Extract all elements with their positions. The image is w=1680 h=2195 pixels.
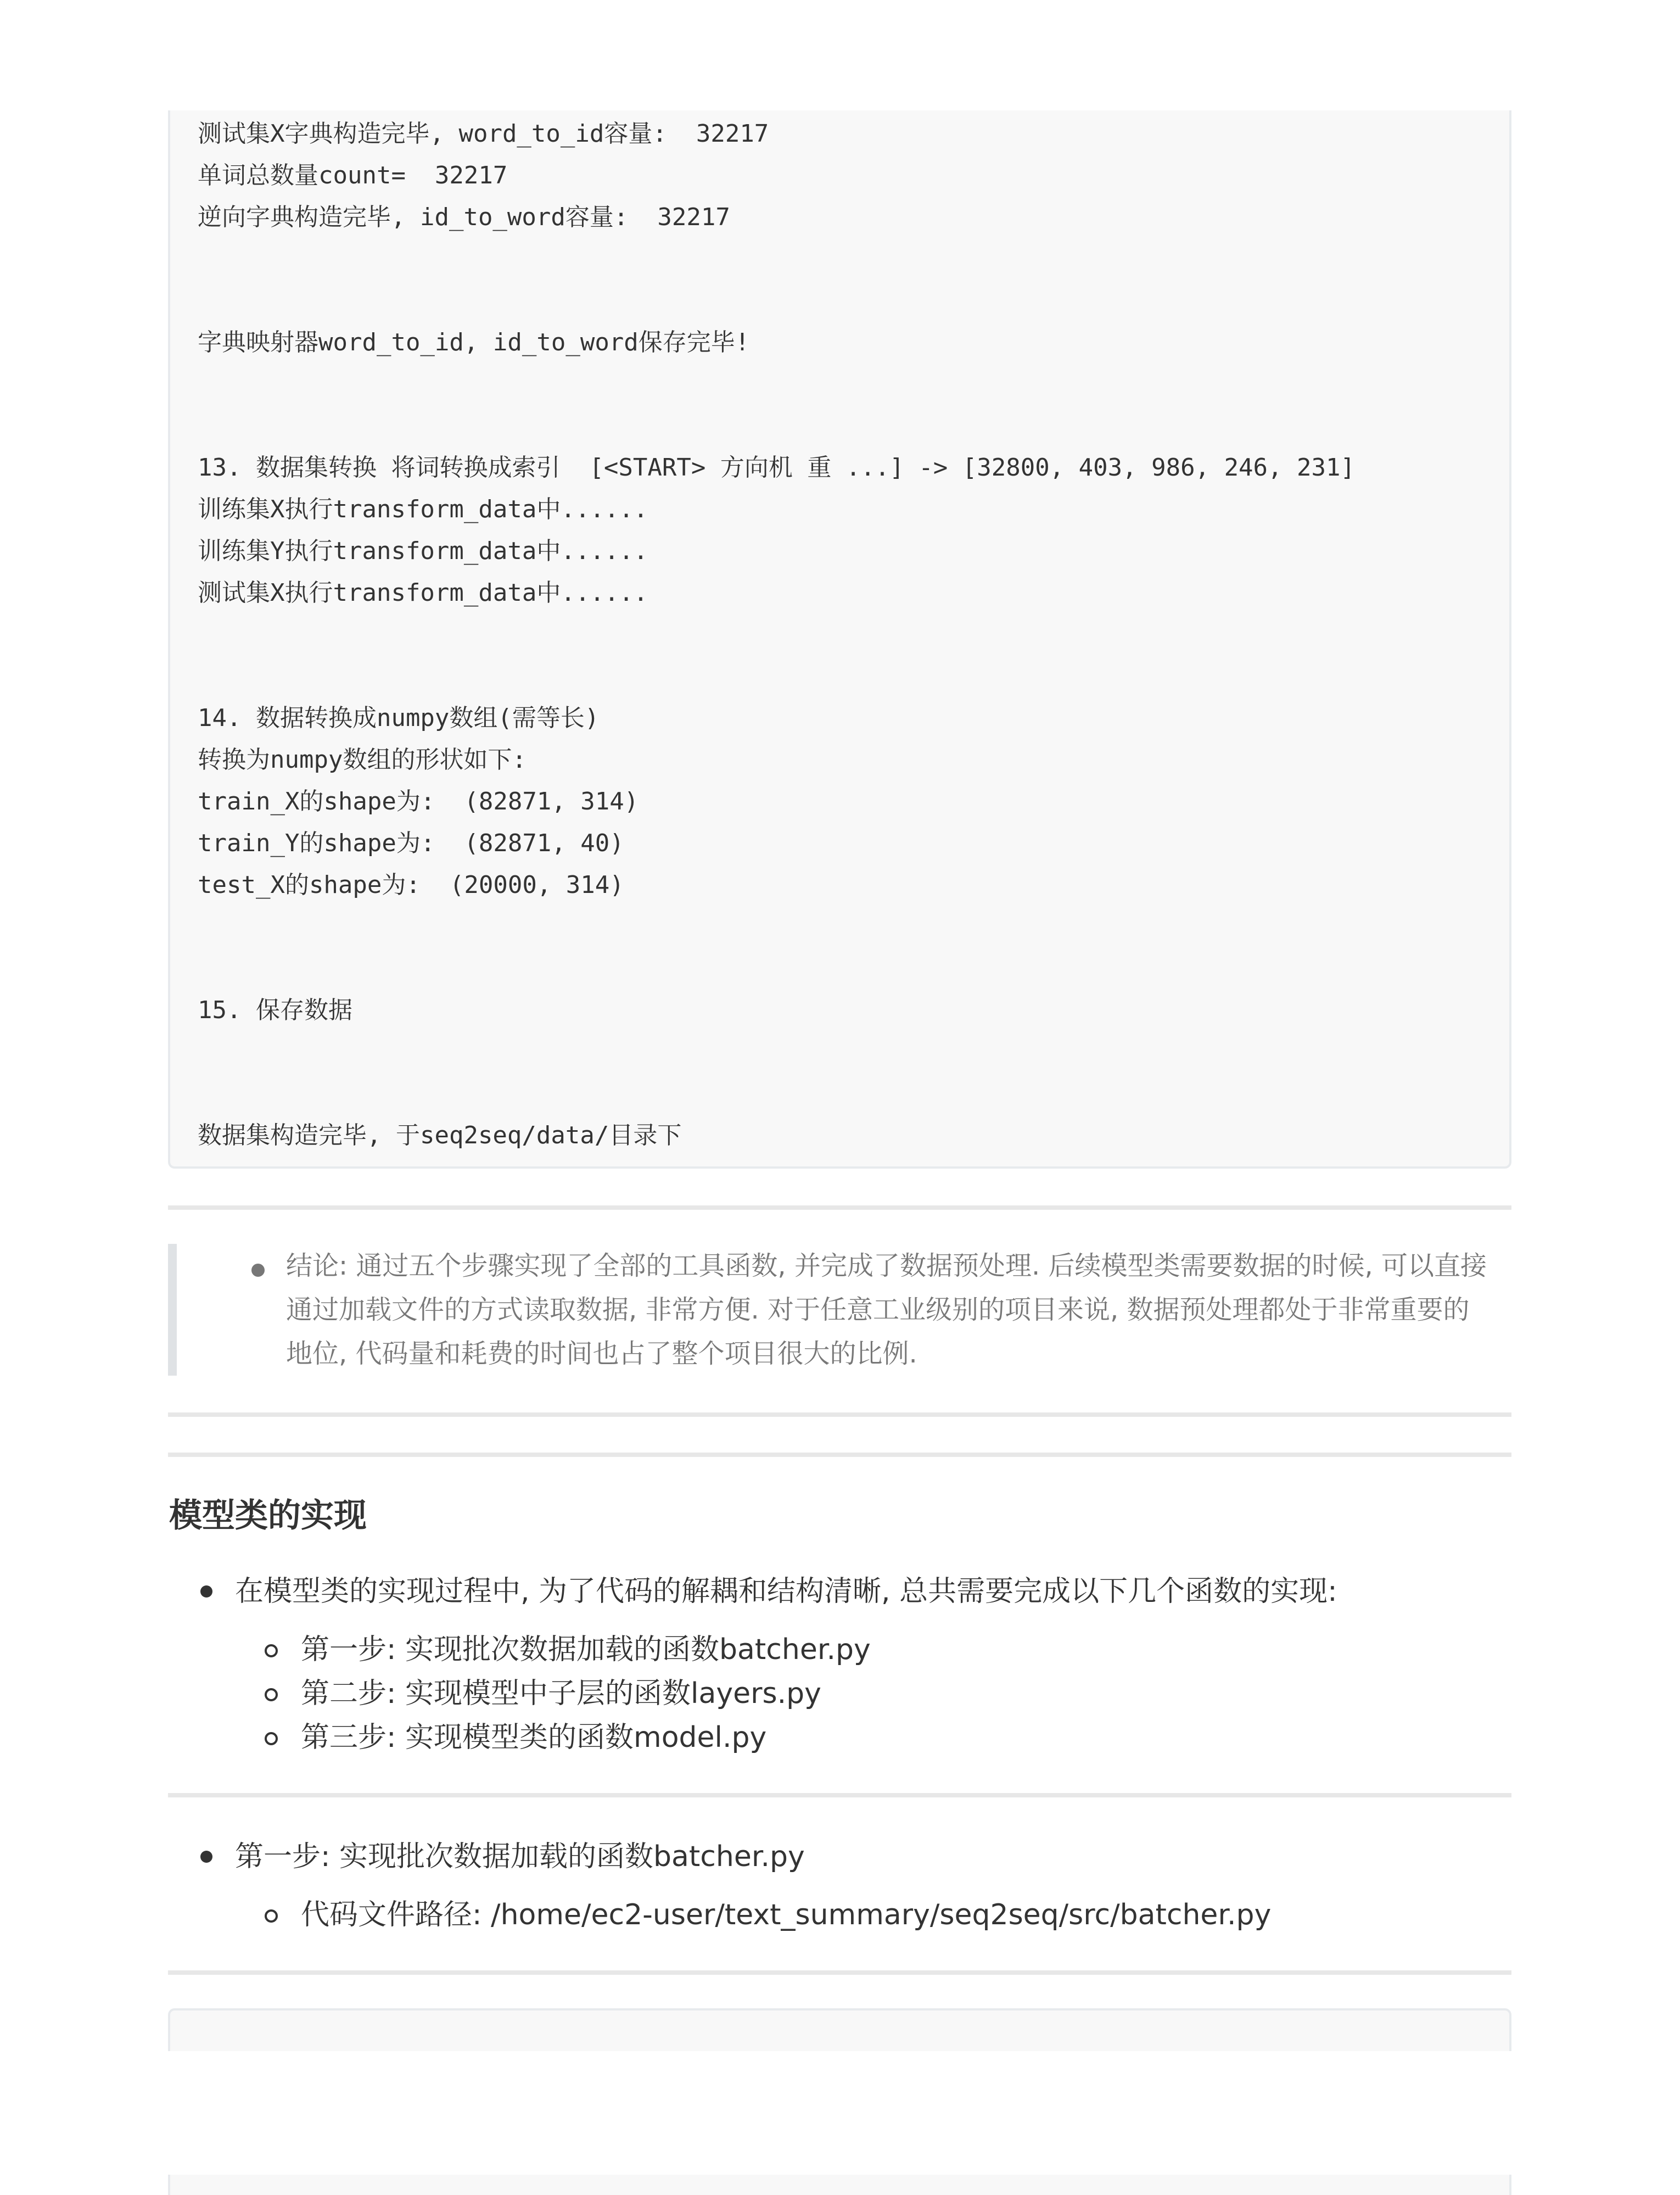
horizontal-rule <box>168 1412 1511 1417</box>
horizontal-rule <box>168 1970 1511 1975</box>
code-path-label: 代码文件路径: /home/ec2-user/text_summary/seq2seq/src/batcher.py <box>301 1898 1272 1931</box>
horizontal-rule <box>168 1205 1511 1210</box>
list-item-step: 第三步: 实现模型类的函数model.py <box>301 1721 767 1754</box>
list-item-step: 第一步: 实现批次数据加载的函数batcher.py <box>301 1633 871 1666</box>
list-item-step-one: 第一步: 实现批次数据加载的函数batcher.py <box>235 1840 805 1873</box>
section-heading: 模型类的实现 <box>169 1496 367 1535</box>
output-line: train_Y的shape为: (82871, 40) <box>198 829 624 857</box>
bullet-circle-icon <box>265 1644 278 1657</box>
output-line: 字典映射器word_to_id, id_to_word保存完毕! <box>198 328 750 356</box>
bullet-circle-icon <box>265 1909 278 1923</box>
output-line: 测试集X字典构造完毕, word_to_id容量: 32217 <box>198 120 769 148</box>
output-line: test_X的shape为: (20000, 314) <box>198 871 624 899</box>
bullet-circle-icon <box>265 1688 278 1701</box>
bullet-circle-icon <box>265 1732 278 1745</box>
output-line: 测试集X执行transform_data中...... <box>198 579 648 607</box>
output-line: 转换为numpy数组的形状如下: <box>198 746 527 774</box>
output-line: 单词总数量count= 32217 <box>198 161 508 189</box>
output-line: 13. 数据集转换 将词转换成索引 [<START> 方向机 重 ...] -> [32800, 403, 986, 246, 231] <box>198 454 1355 482</box>
output-line: 逆向字典构造完毕, id_to_word容量: 32217 <box>198 203 730 231</box>
horizontal-rule <box>168 1453 1511 1457</box>
output-line: 训练集Y执行transform_data中...... <box>198 537 648 565</box>
list-item-step: 第二步: 实现模型中子层的函数layers.py <box>301 1677 821 1710</box>
console-output-block <box>168 110 1511 1169</box>
output-line: 数据集构造完毕, 于seq2seq/data/目录下 <box>198 1121 682 1149</box>
list-item-intro: 在模型类的实现过程中, 为了代码的解耦和结构清晰, 总共需要完成以下几个函数的实现: <box>235 1575 1337 1608</box>
output-line: 训练集X执行transform_data中...... <box>198 495 648 523</box>
horizontal-rule <box>168 1793 1511 1797</box>
page-bottom-margin <box>0 2051 1680 2175</box>
output-line: train_X的shape为: (82871, 314) <box>198 787 639 816</box>
bullet-disc-icon <box>200 1585 212 1598</box>
output-line: 15. 保存数据 <box>198 996 352 1024</box>
output-line: 14. 数据转换成numpy数组(需等长) <box>198 704 600 732</box>
conclusion-text: 结论: 通过五个步骤实现了全部的工具函数, 并完成了数据预处理. 后续模型类需要数据的时候, 可以直接通过加载文件的方式读取数据, 非常方便. 对于任意工业级别的项目来说, 数据预处理都处于非常重要的地位, 代码量和耗费的时间也占了整个项目很大的比例. <box>286 1250 1487 1369</box>
bullet-disc-icon <box>200 1851 212 1863</box>
conclusion-blockquote <box>168 1244 1511 1376</box>
bullet-disc-icon <box>251 1264 265 1277</box>
